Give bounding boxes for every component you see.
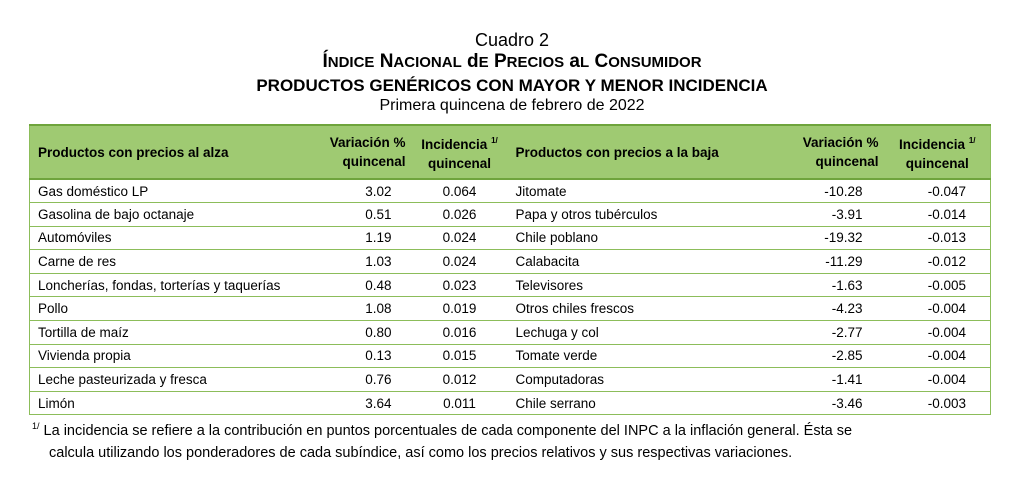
header-incidence-line1: Incidencia <box>421 137 488 152</box>
table-row <box>30 368 991 392</box>
row-up-product: Tortilla de maíz <box>30 321 306 345</box>
footnote-marker: 1/ <box>32 421 40 431</box>
row-up-product: Leche pasteurizada y fresca <box>30 368 306 392</box>
row-down-product: Calabacita <box>508 250 774 274</box>
header-incidence-sup: 1/ <box>968 136 976 145</box>
footnote-line1: La incidencia se refiere a la contribución en puntos porcentuales de cada componente del INPC a la inflación general. Ésta se <box>43 423 853 439</box>
row-up-product: Loncherías, fondas, torterías y taquerías <box>30 273 306 297</box>
row-down-variation: -10.28 <box>774 179 885 203</box>
row-down-product: Lechuga y col <box>508 321 774 345</box>
header-down-incidence <box>885 125 991 179</box>
row-up-variation: 3.64 <box>306 391 412 415</box>
row-up-incidence: 0.019 <box>412 297 508 321</box>
table-titles <box>0 30 1024 115</box>
header-down-variation <box>774 125 885 179</box>
row-down-variation: -3.91 <box>774 203 885 227</box>
header-incidence-line2: quincenal <box>427 156 491 171</box>
table-row <box>30 226 991 250</box>
header-incidence-line1: Incidencia <box>899 137 966 152</box>
row-up-variation: 1.03 <box>306 250 412 274</box>
row-down-incidence: -0.004 <box>885 321 991 345</box>
row-down-variation: -4.23 <box>774 297 885 321</box>
row-down-product: Jitomate <box>508 179 774 203</box>
header-incidence-line2: quincenal <box>905 156 969 171</box>
table-row <box>30 250 991 274</box>
header-up-variation <box>306 125 412 179</box>
table-header-row <box>30 125 991 179</box>
footnote-line2: calcula utilizando los ponderadores de cada subíndice, así como los precios relativos y sus respectivas variaciones. <box>49 445 793 461</box>
row-up-variation: 0.51 <box>306 203 412 227</box>
table-body <box>30 179 991 415</box>
table-row <box>30 321 991 345</box>
row-up-incidence: 0.026 <box>412 203 508 227</box>
table-row <box>30 297 991 321</box>
header-up-products: Productos con precios al alza <box>30 125 306 179</box>
row-up-product: Automóviles <box>30 226 306 250</box>
header-variation-line1: Variación % <box>329 135 406 150</box>
row-up-product: Pollo <box>30 297 306 321</box>
row-down-product: Computadoras <box>508 368 774 392</box>
row-down-variation: -11.29 <box>774 250 885 274</box>
table-number: Cuadro 2 <box>474 30 550 50</box>
row-down-variation: -2.85 <box>774 344 885 368</box>
row-up-incidence: 0.023 <box>412 273 508 297</box>
row-down-incidence: -0.003 <box>885 391 991 415</box>
row-down-product: Tomate verde <box>508 344 774 368</box>
header-variation-line2: quincenal <box>815 154 879 169</box>
row-up-product: Carne de res <box>30 250 306 274</box>
row-down-incidence: -0.047 <box>885 179 991 203</box>
table-period: Primera quincena de febrero de 2022 <box>379 97 645 114</box>
header-up-incidence <box>412 125 508 179</box>
row-down-product: Papa y otros tubérculos <box>508 203 774 227</box>
row-down-incidence: -0.004 <box>885 368 991 392</box>
row-down-product: Chile serrano <box>508 391 774 415</box>
row-down-product: Televisores <box>508 273 774 297</box>
incidence-table <box>29 124 991 415</box>
table-title-text: ÍNDICE NACIONAL dE PRECIOS aL CONSUMIDOR <box>322 51 702 72</box>
header-incidence-sup: 1/ <box>491 136 498 145</box>
row-down-variation: -1.41 <box>774 368 885 392</box>
row-up-product: Gasolina de bajo octanaje <box>30 203 306 227</box>
row-up-incidence: 0.064 <box>412 179 508 203</box>
row-up-incidence: 0.012 <box>412 368 508 392</box>
table-row <box>30 391 991 415</box>
row-up-incidence: 0.015 <box>412 344 508 368</box>
row-up-variation: 0.80 <box>306 321 412 345</box>
row-up-product: Gas doméstico LP <box>30 179 306 203</box>
row-up-product: Vivienda propia <box>30 344 306 368</box>
table-subtitle: PRODUCTOS GENÉRICOS CON MAYOR Y MENOR INCIDENCIA <box>256 76 768 95</box>
row-down-incidence: -0.012 <box>885 250 991 274</box>
row-up-variation: 1.08 <box>306 297 412 321</box>
footnote <box>32 415 992 464</box>
table-row <box>30 273 991 297</box>
row-up-incidence: 0.011 <box>412 391 508 415</box>
row-down-incidence: -0.004 <box>885 344 991 368</box>
row-down-variation: -19.32 <box>774 226 885 250</box>
row-down-incidence: -0.004 <box>885 297 991 321</box>
row-down-product: Otros chiles frescos <box>508 297 774 321</box>
table-row <box>30 179 991 203</box>
row-down-product: Chile poblano <box>508 226 774 250</box>
row-up-incidence: 0.024 <box>412 226 508 250</box>
row-down-incidence: -0.014 <box>885 203 991 227</box>
row-up-variation: 3.02 <box>306 179 412 203</box>
table-row <box>30 344 991 368</box>
row-up-variation: 0.76 <box>306 368 412 392</box>
header-down-products: Productos con precios a la baja <box>508 125 774 179</box>
row-down-variation: -3.46 <box>774 391 885 415</box>
row-up-variation: 0.48 <box>306 273 412 297</box>
row-up-variation: 1.19 <box>306 226 412 250</box>
row-down-incidence: -0.013 <box>885 226 991 250</box>
table-row <box>30 203 991 227</box>
row-up-variation: 0.13 <box>306 344 412 368</box>
row-up-product: Limón <box>30 391 306 415</box>
header-variation-line2: quincenal <box>342 154 406 169</box>
table-title <box>0 51 1024 74</box>
row-down-incidence: -0.005 <box>885 273 991 297</box>
row-down-variation: -2.77 <box>774 321 885 345</box>
row-up-incidence: 0.024 <box>412 250 508 274</box>
row-up-incidence: 0.016 <box>412 321 508 345</box>
row-down-variation: -1.63 <box>774 273 885 297</box>
header-variation-line1: Variación % <box>802 135 879 150</box>
